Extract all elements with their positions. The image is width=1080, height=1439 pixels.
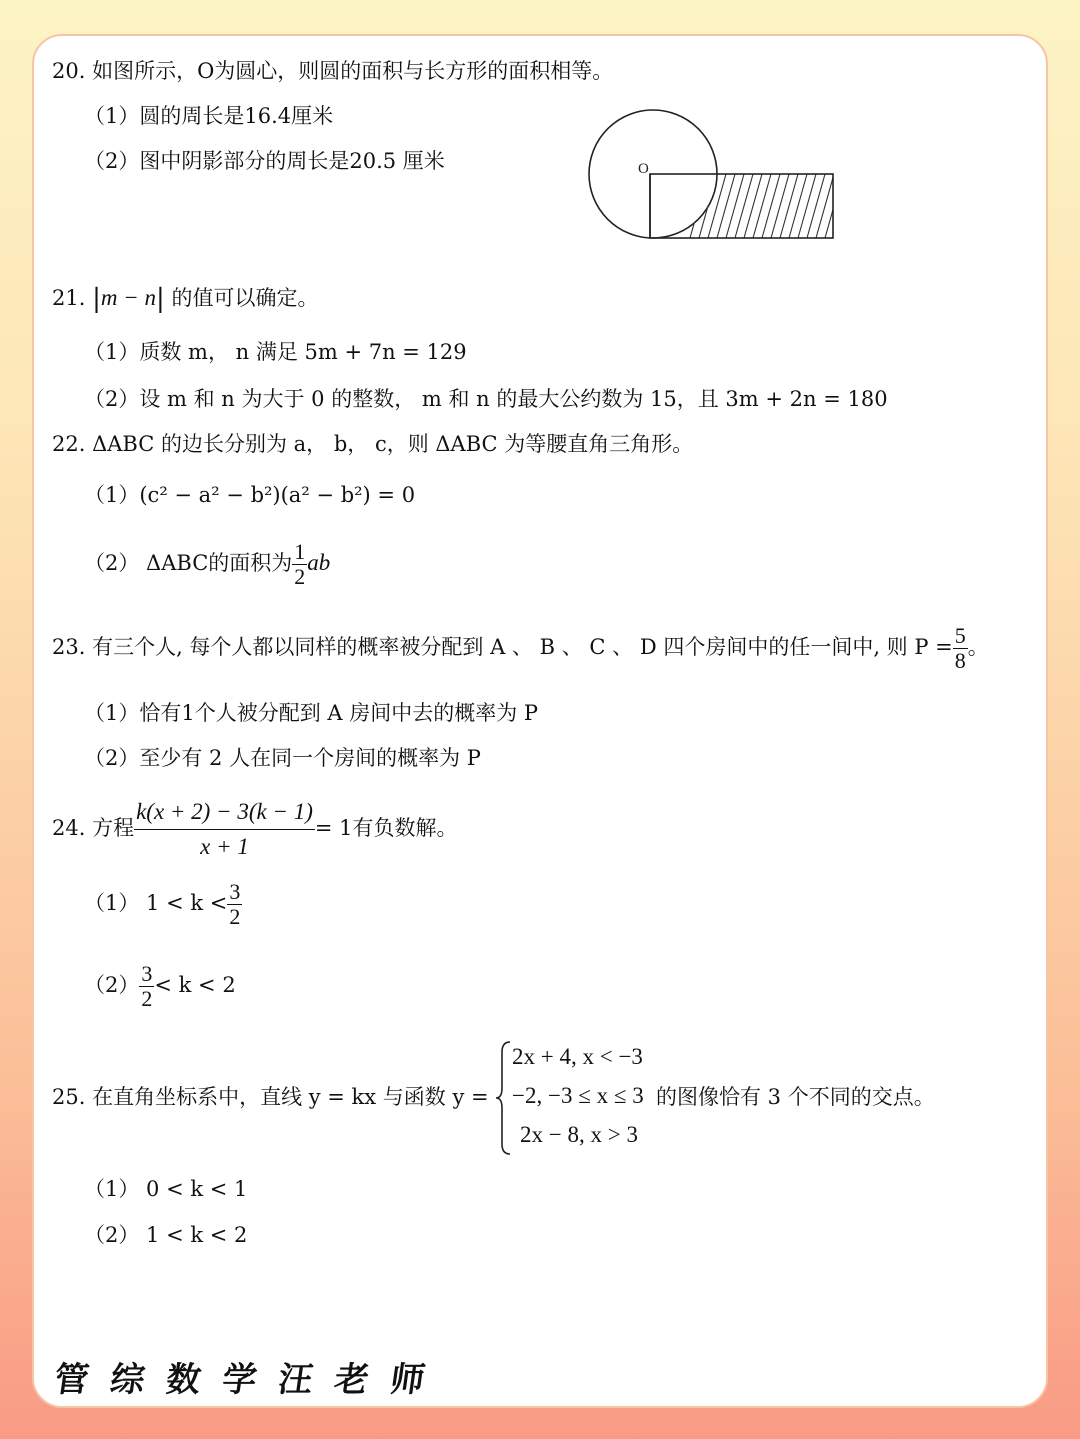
q25-stem-suffix: 的图像恰有 3 个不同的交点。: [656, 1085, 935, 1109]
hatch-line: [771, 174, 789, 238]
q22-option-1: （1）(c² − a² − b²)(a² − b²) = 0: [84, 483, 416, 507]
q22-stem: 22. ΔABC 的边长分别为 a， b， c，则 ΔABC 为等腰直角三角形。: [52, 432, 694, 456]
hatch-line: [780, 174, 798, 238]
q20-stem: 20. 如图所示，O为圆心，则圆的面积与长方形的面积相等。: [52, 59, 614, 83]
author-signature: 管综数学汪老师: [51, 1360, 450, 1400]
hatch-line: [699, 206, 708, 238]
fraction: [227, 880, 242, 929]
q25-option-1: （1） 0 < k < 1: [84, 1177, 248, 1201]
hatch-line: [825, 174, 843, 238]
q21-abs-expression: m − n: [100, 285, 156, 310]
piecewise-case-2: −2, −3 ≤ x ≤ 3: [512, 1083, 644, 1108]
fraction: [292, 540, 307, 589]
q23-stem-end: 。: [967, 635, 989, 659]
fraction-denominator: x + 1: [200, 834, 249, 859]
figure-center-label: O: [638, 161, 649, 177]
q21-number: 21.: [52, 286, 86, 310]
circle-rectangle-figure: [580, 100, 850, 250]
q23-stem-text: 23. 有三个人, 每个人都以同样的概率被分配到 A 、 B 、 C 、 D 四个房间中的任一间中, 则 P =: [52, 635, 953, 659]
hatch-line: [717, 174, 735, 238]
q24-stem: [52, 795, 458, 864]
q24-stem-text: 24. 方程: [52, 816, 135, 840]
q22-option-2-text: （2） ΔABC的面积为: [84, 551, 293, 575]
q22-option-2-ab: ab: [307, 550, 331, 575]
q23-stem: [52, 624, 989, 673]
q21-option-1: （1）质数 m， n 满足 5m + 7n = 129: [84, 340, 467, 364]
fraction: [139, 962, 154, 1011]
q24-stem-end: = 1有负数解。: [314, 816, 458, 840]
fraction-denominator: 8: [954, 648, 966, 673]
fraction-denominator: 2: [294, 564, 306, 589]
q24-option-1-text: （1） 1 < k <: [84, 891, 228, 915]
q22-option-2: [84, 540, 330, 589]
q20-option-2: （2）图中阴影部分的周长是20.5 厘米: [84, 149, 445, 173]
hatch-line: [726, 174, 744, 238]
q21-option-2: （2）设 m 和 n 为大于 0 的整数， m 和 n 的最大公约数为 15，且 3m + 2n = 180: [84, 387, 888, 411]
fraction-numerator: 3: [141, 961, 153, 986]
fraction-numerator: 5: [954, 623, 966, 648]
fraction-denominator: 2: [229, 904, 241, 929]
piecewise-case-1: 2x + 4, x < −3: [512, 1044, 643, 1069]
hatch-line: [744, 174, 762, 238]
hatch-line: [843, 174, 850, 238]
fraction: [134, 795, 315, 864]
q21-stem-text: 的值可以确定。: [171, 286, 319, 310]
fraction-numerator: 3: [229, 879, 241, 904]
hatch-line: [735, 174, 753, 238]
q23-option-2: （2）至少有 2 人在同一个房间的概率为 P: [84, 746, 481, 770]
piecewise-case-3: 2x − 8, x > 3: [520, 1122, 638, 1147]
hatch-line: [762, 174, 780, 238]
q24-option-2: [84, 962, 236, 1011]
q21-stem: 21. |m − n| 的值可以确定。: [52, 284, 319, 314]
q24-option-2-label: （2）: [84, 973, 140, 997]
hatch-line: [753, 174, 771, 238]
fraction: [953, 624, 968, 673]
q24-option-2-text: < k < 2: [154, 973, 236, 997]
hatch-line: [807, 174, 825, 238]
hatch-line: [798, 174, 816, 238]
fraction-numerator: k(x + 2) − 3(k − 1): [134, 795, 315, 830]
q23-option-1: （1）恰有1个人被分配到 A 房间中去的概率为 P: [84, 701, 539, 725]
hatch-line: [789, 174, 807, 238]
shaded-region: [690, 174, 850, 238]
hatch-line: [816, 174, 834, 238]
fraction-numerator: 1: [294, 539, 306, 564]
q25-stem-prefix: 25. 在直角坐标系中，直线 y = kx 与函数 y =: [52, 1085, 489, 1109]
q25-option-2: （2） 1 < k < 2: [84, 1223, 248, 1247]
fraction-denominator: 2: [141, 986, 153, 1011]
q24-option-1: [84, 880, 242, 929]
q20-option-1: （1）圆的周长是16.4厘米: [84, 104, 334, 128]
piecewise-brace: [494, 1040, 514, 1156]
hatch-line: [834, 174, 850, 238]
